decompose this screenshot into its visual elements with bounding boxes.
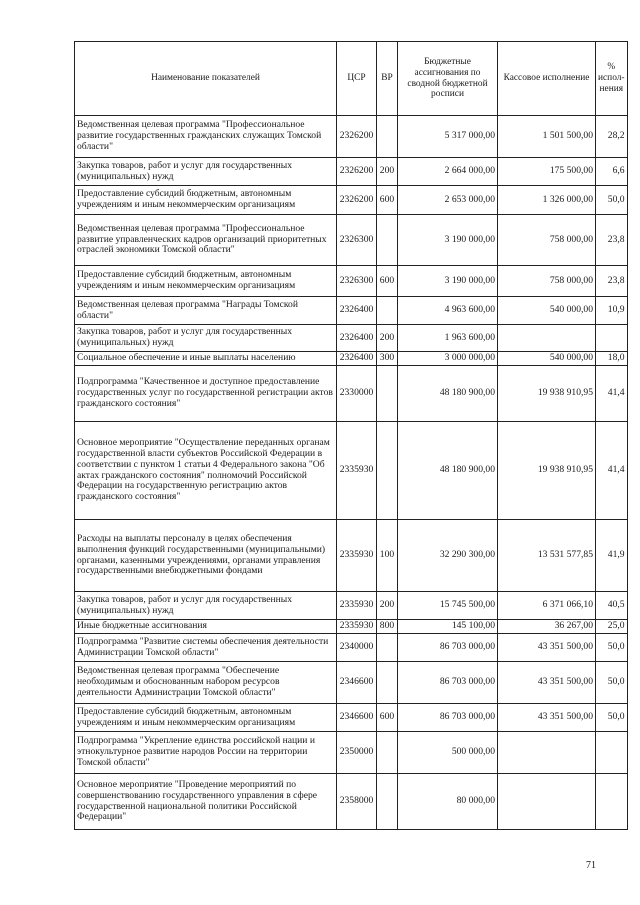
cell-cash: 1 326 000,00 [498,186,596,215]
cell-csr: 2326300 [337,215,377,266]
cell-vr: 600 [377,266,398,297]
table-row [75,366,628,422]
cell-budget: 500 000,00 [398,732,498,774]
cell-csr: 2346600 [337,704,377,732]
cell-name: Подпрограмма "Развитие системы обеспечения деятельности Администрации Томской области" [75,634,337,662]
cell-percent [596,774,628,830]
cell-percent: 50,0 [596,634,628,662]
cell-budget: 1 963 600,00 [398,325,498,352]
cell-budget: 3 190 000,00 [398,266,498,297]
cell-name: Ведомственная целевая программа "Профессиональное развитие государственных гражданских служащих Томской области" [75,116,337,158]
cell-csr: 2335930 [337,620,377,634]
cell-cash: 6 371 066,10 [498,592,596,620]
cell-vr [377,215,398,266]
cell-budget: 5 317 000,00 [398,116,498,158]
table-row [75,620,628,634]
cell-percent: 23,8 [596,266,628,297]
cell-vr [377,116,398,158]
cell-name: Основное мероприятие "Осуществление переданных органам государственной власти субъектов Российской Федерации в соответствии с пунктом 1 статьи 4 Федерального закона "Об актах гражданского состояния" полномочий Российской Федерации на государственную регистрацию актов гражданского состояния" [75,422,337,520]
cell-csr: 2335930 [337,520,377,592]
budget-execution-table [74,41,628,830]
cell-percent: 50,0 [596,662,628,704]
cell-name: Закупка товаров, работ и услуг для государственных (муниципальных) нужд [75,158,337,186]
cell-cash: 43 351 500,00 [498,662,596,704]
cell-vr [377,297,398,325]
cell-percent [596,732,628,774]
table-row [75,158,628,186]
cell-cash: 758 000,00 [498,266,596,297]
cell-vr [377,366,398,422]
cell-cash [498,774,596,830]
cell-name: Закупка товаров, работ и услуг для государственных (муниципальных) нужд [75,325,337,352]
cell-csr: 2326200 [337,158,377,186]
table-row [75,186,628,215]
cell-csr: 2326200 [337,116,377,158]
table-row [75,732,628,774]
cell-csr: 2326300 [337,266,377,297]
cell-vr: 200 [377,592,398,620]
cell-budget: 86 703 000,00 [398,662,498,704]
cell-percent: 28,2 [596,116,628,158]
page-number: 71 [586,860,596,871]
cell-percent: 41,9 [596,520,628,592]
cell-vr [377,774,398,830]
cell-percent: 50,0 [596,704,628,732]
table-row [75,266,628,297]
cell-budget: 145 100,00 [398,620,498,634]
cell-csr: 2346600 [337,662,377,704]
cell-cash: 540 000,00 [498,352,596,366]
cell-percent: 10,9 [596,297,628,325]
cell-budget: 2 653 000,00 [398,186,498,215]
cell-csr: 2330000 [337,366,377,422]
cell-csr: 2326400 [337,297,377,325]
cell-name: Иные бюджетные ассигнования [75,620,337,634]
cell-percent: 18,0 [596,352,628,366]
table-row [75,352,628,366]
cell-csr: 2326400 [337,352,377,366]
table-row [75,325,628,352]
cell-budget: 2 664 000,00 [398,158,498,186]
cell-budget: 3 000 000,00 [398,352,498,366]
cell-vr [377,732,398,774]
cell-cash [498,732,596,774]
cell-csr: 2358000 [337,774,377,830]
table-row [75,634,628,662]
cell-name: Закупка товаров, работ и услуг для государственных (муниципальных) нужд [75,592,337,620]
cell-percent: 23,8 [596,215,628,266]
table-row [75,774,628,830]
cell-percent: 50,0 [596,186,628,215]
cell-cash: 43 351 500,00 [498,634,596,662]
cell-vr: 600 [377,704,398,732]
header-csr: ЦСР [337,42,377,116]
cell-cash: 19 938 910,95 [498,422,596,520]
cell-percent: 25,0 [596,620,628,634]
cell-cash: 43 351 500,00 [498,704,596,732]
cell-vr: 200 [377,158,398,186]
cell-percent: 41,4 [596,366,628,422]
cell-budget: 15 745 500,00 [398,592,498,620]
cell-vr: 100 [377,520,398,592]
cell-name: Подпрограмма "Качественное и доступное предоставление государственных услуг по государственной регистрации актов гражданского состояния" [75,366,337,422]
cell-csr: 2335930 [337,592,377,620]
cell-vr: 600 [377,186,398,215]
cell-percent [596,325,628,352]
header-percent: % испол- нения [596,42,628,116]
cell-vr [377,662,398,704]
cell-budget: 86 703 000,00 [398,704,498,732]
cell-name: Подпрограмма "Укрепление единства российской нации и этнокультурное развитие народов России на территории Томской области" [75,732,337,774]
cell-cash: 13 531 577,85 [498,520,596,592]
header-cash: Кассовое исполнение [498,42,596,116]
cell-vr: 300 [377,352,398,366]
cell-csr: 2326200 [337,186,377,215]
cell-percent: 40,5 [596,592,628,620]
table-row [75,520,628,592]
cell-budget: 4 963 600,00 [398,297,498,325]
cell-vr: 200 [377,325,398,352]
cell-name: Предоставление субсидий бюджетным, автономным учреждениям и иным некоммерческим организациям [75,704,337,732]
header-vr: ВР [377,42,398,116]
cell-name: Ведомственная целевая программа "Обеспечение необходимым и обоснованным набором ресурсов деятельности Администрации Томской области" [75,662,337,704]
cell-percent: 41,4 [596,422,628,520]
cell-cash: 758 000,00 [498,215,596,266]
cell-csr: 2326400 [337,325,377,352]
header-budget: Бюджетные ассигнования по сводной бюджетной росписи [398,42,498,116]
cell-cash: 540 000,00 [498,297,596,325]
cell-budget: 48 180 900,00 [398,422,498,520]
cell-name: Ведомственная целевая программа "Профессиональное развитие управленческих кадров организаций приоритетных отраслей экономики Томской области" [75,215,337,266]
table-header-row [75,42,628,116]
cell-budget: 48 180 900,00 [398,366,498,422]
cell-budget: 80 000,00 [398,774,498,830]
cell-budget: 3 190 000,00 [398,215,498,266]
table-row [75,215,628,266]
header-name: Наименование показателей [75,42,337,116]
table-row [75,116,628,158]
cell-vr: 800 [377,620,398,634]
table-row [75,592,628,620]
cell-csr: 2340000 [337,634,377,662]
table-row [75,662,628,704]
table-row [75,704,628,732]
cell-name: Основное мероприятие "Проведение мероприятий по совершенствованию государственного управления в сфере государственной национальной политики Российской Федерации" [75,774,337,830]
cell-budget: 86 703 000,00 [398,634,498,662]
cell-vr [377,634,398,662]
cell-percent: 6,6 [596,158,628,186]
cell-cash [498,325,596,352]
cell-name: Ведомственная целевая программа "Награды Томской области" [75,297,337,325]
cell-csr: 2335930 [337,422,377,520]
cell-vr [377,422,398,520]
cell-name: Предоставление субсидий бюджетным, автономным учреждениям и иным некоммерческим организациям [75,186,337,215]
cell-cash: 1 501 500,00 [498,116,596,158]
cell-name: Расходы на выплаты персоналу в целях обеспечения выполнения функций государственными (муниципальными) органами, казенными учреждениями, органами управления государственными внебюджетными фондами [75,520,337,592]
cell-csr: 2350000 [337,732,377,774]
cell-budget: 32 290 300,00 [398,520,498,592]
table-row [75,297,628,325]
cell-cash: 175 500,00 [498,158,596,186]
table-row [75,422,628,520]
cell-name: Социальное обеспечение и иные выплаты населению [75,352,337,366]
cell-cash: 36 267,00 [498,620,596,634]
cell-cash: 19 938 910,95 [498,366,596,422]
cell-name: Предоставление субсидий бюджетным, автономным учреждениям и иным некоммерческим организациям [75,266,337,297]
